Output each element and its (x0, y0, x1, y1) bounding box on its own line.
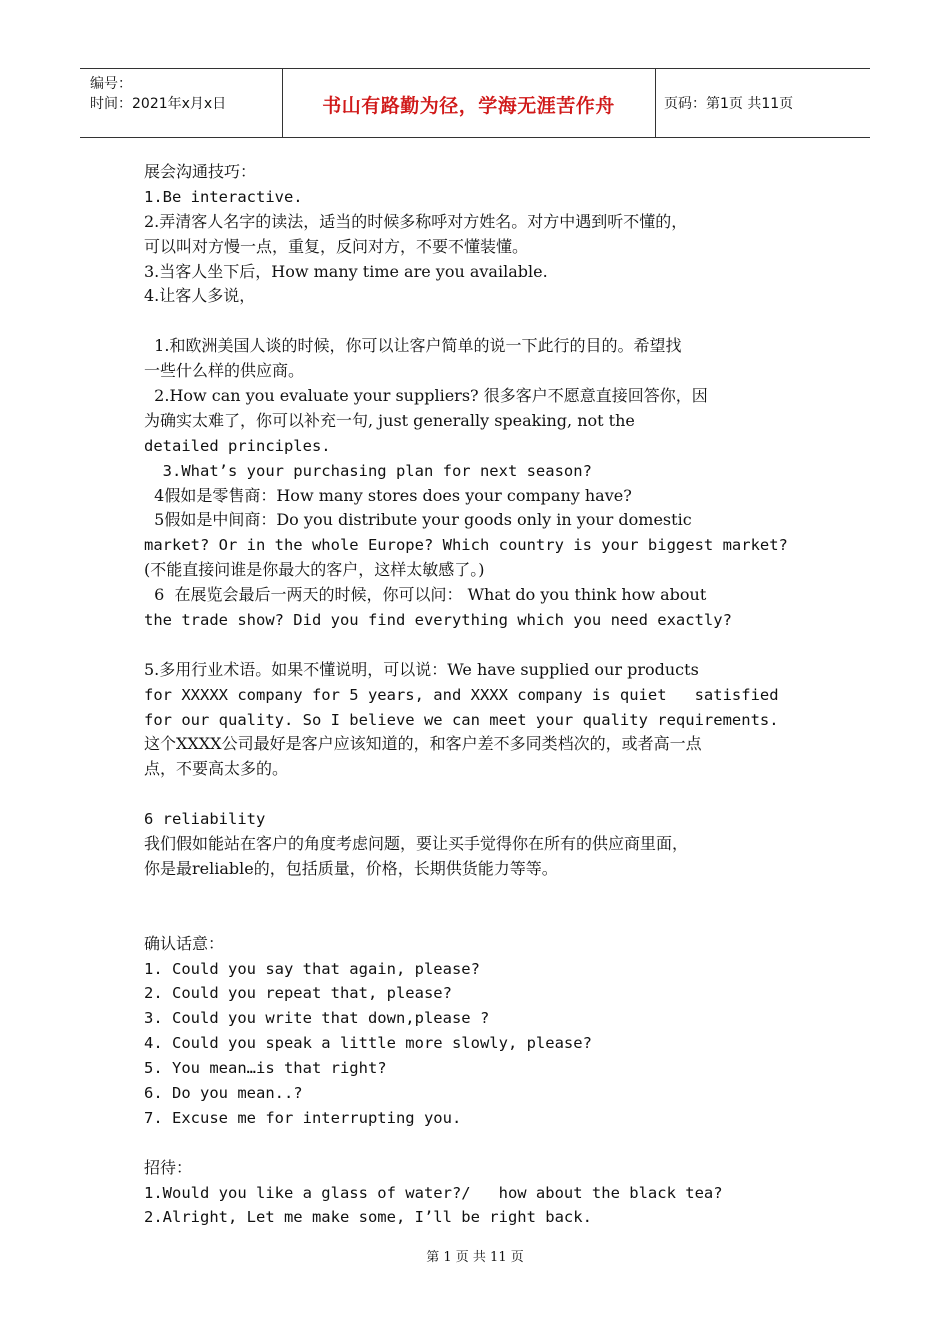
blank-line (144, 309, 824, 334)
body-line: 2. Could you repeat that, please? (144, 984, 452, 1003)
body-line: 4假如是零售商：How many stores does your company have? (144, 485, 632, 505)
header-meta (80, 69, 283, 137)
body-line: 可以叫对方慢一点，重复，反问对方，不要不懂装懂。 (144, 236, 529, 256)
header-page-label: 页码：第1页 共11页 (664, 96, 794, 112)
body-line: 点，不要高太多的。 (144, 759, 289, 779)
body-line: 3.What’s your purchasing plan for next season? (144, 461, 592, 480)
body-line: 2.How can you evaluate your suppliers? 很多客户不愿意直接回答你，因 (144, 386, 708, 406)
body-line: 4. Could you speak a little more slowly, please? (144, 1034, 592, 1053)
body-line: 6 reliability (144, 810, 266, 829)
body-line: 展会沟通技巧： (144, 162, 257, 181)
header-page-cell (655, 69, 870, 137)
body-line: 你是最reliable的，包括质量，价格，长期供货能力等等。 (144, 858, 558, 878)
header-motto: 书山有路勤为径，学海无涯苦作舟 (322, 95, 615, 117)
blank-line (144, 633, 824, 658)
blank-line (144, 1131, 824, 1156)
body-line: 3. Could you write that down,please ? (144, 1009, 490, 1028)
blank-line (144, 882, 824, 907)
body-line: for XXXXX company for 5 years, and XXXX company is quiet satisfied (144, 685, 779, 704)
body-line: 7. Excuse me for interrupting you. (144, 1108, 462, 1127)
page-footer: 第 1 页 共 11 页 (426, 1250, 524, 1265)
body-line: (不能直接问谁是你最大的客户，这样太敏感了。) (144, 560, 485, 580)
body-line: 1.Be interactive. (144, 187, 303, 206)
body-line: 一些什么样的供应商。 (144, 361, 305, 381)
body-line: 6 在展览会最后一两天的时候，你可以问： What do you think how about (144, 585, 707, 605)
body-line: 5. You mean…is that right? (144, 1059, 387, 1078)
document-number-label: 编号： (90, 76, 132, 92)
body-line: 1. Could you say that again, please? (144, 959, 480, 978)
body-line: the trade show? Did you find everything which you need exactly? (144, 611, 732, 630)
body-line: 5假如是中间商：Do you distribute your goods only in your domestic (144, 510, 692, 530)
body-line: detailed principles. (144, 436, 331, 455)
body-line: 3.当客人坐下后，How many time are you available. (144, 261, 548, 281)
body-line: for our quality. So I believe we can meet your quality requirements. (144, 710, 779, 729)
document-date-label: 时间：2021年x月x日 (90, 96, 227, 112)
blank-line (144, 907, 824, 932)
blank-line (144, 782, 824, 807)
document-body (144, 160, 824, 1230)
body-line: 确认话意： (144, 933, 225, 953)
page-header (80, 68, 870, 138)
header-motto-cell (282, 69, 656, 137)
body-line: 1.Would you like a glass of water?/ how about the black tea? (144, 1183, 723, 1202)
body-line: market? Or in the whole Europe? Which country is your biggest market? (144, 536, 788, 555)
body-line: 5.多用行业术语。如果不懂说明，可以说：We have supplied our products (144, 659, 699, 679)
body-line: 为确实太难了，你可以补充一句, just generally speaking, not the (144, 410, 635, 430)
body-line: 2.Alright, Let me make some, I’ll be right back. (144, 1208, 592, 1227)
body-line: 招待： (144, 1157, 193, 1177)
body-line: 2.弄清客人名字的读法，适当的时候多称呼对方姓名。对方中遇到听不懂的， (144, 211, 688, 231)
body-line: 1.和欧洲美国人谈的时候，你可以让客户简单的说一下此行的目的。希望找 (144, 336, 682, 356)
body-line: 6. Do you mean..? (144, 1083, 303, 1102)
body-line: 4.让客人多说， (144, 286, 256, 306)
body-line: 我们假如能站在客户的角度考虑问题，要让买手觉得你在所有的供应商里面， (144, 834, 689, 854)
body-line: 这个XXXX公司最好是客户应该知道的，和客户差不多同类档次的，或者高一点 (144, 734, 702, 754)
